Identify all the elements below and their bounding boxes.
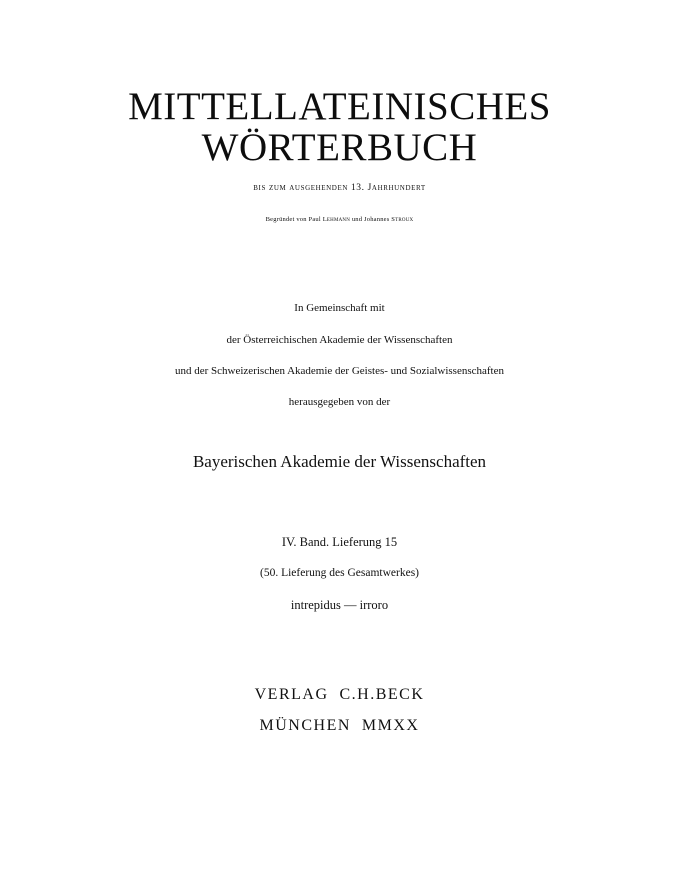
founder-name-2: Stroux bbox=[391, 216, 414, 223]
academy-name: Bayerischen Akademie der Wissenschaften bbox=[192, 452, 487, 471]
founders-line bbox=[0, 216, 679, 223]
subtitle: bis zum ausgehenden 13. Jahrhundert bbox=[253, 183, 426, 193]
founder-name-1: Lehmann bbox=[322, 216, 351, 223]
title-line-1: MITTELLATEINISCHES bbox=[128, 85, 551, 128]
publisher-line-2: MÜNCHEN MMXX bbox=[259, 717, 420, 734]
cooperation-line-3: und der Schweizerischen Akademie der Geistes- und Sozialwissenschaften bbox=[175, 365, 504, 377]
title-line-2: WÖRTERBUCH bbox=[201, 126, 478, 169]
publisher-line-1: VERLAG C.H.BECK bbox=[254, 686, 425, 703]
founders-prefix: Begründet von Paul bbox=[265, 216, 323, 223]
cooperation-line-2: der Österreichischen Akademie der Wissenschaften bbox=[226, 334, 453, 346]
volume-range: intrepidus — irroro bbox=[290, 598, 389, 612]
cooperation-line-1: In Gemeinschaft mit bbox=[294, 302, 385, 314]
founders-middle: und Johannes bbox=[350, 216, 392, 223]
volume-band: IV. Band. Lieferung 15 bbox=[281, 535, 398, 549]
cooperation-line-4: herausgegeben von der bbox=[288, 396, 391, 408]
volume-lieferung: (50. Lieferung des Gesamtwerkes) bbox=[259, 567, 420, 579]
